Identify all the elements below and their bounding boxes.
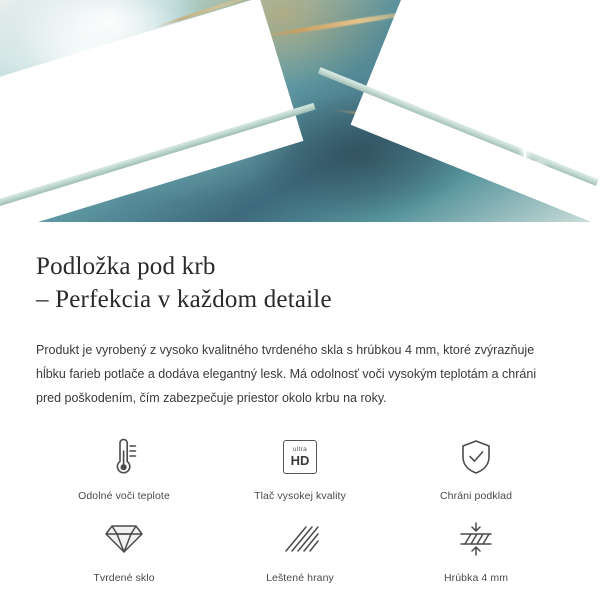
feature-print-quality: [212, 436, 388, 502]
content-section: [0, 250, 600, 584]
feature-label: Leštené hrany: [266, 572, 334, 584]
polished-edges-icon: [280, 518, 320, 560]
feature-polished-edges: [212, 518, 388, 584]
ultra-hd-icon: [283, 436, 317, 478]
feature-grid: [36, 436, 564, 584]
feature-label: Tlač vysokej kvality: [254, 490, 346, 502]
feature-label: Odolné voči teplote: [78, 490, 170, 502]
feature-label: Hrúbka 4 mm: [443, 572, 509, 584]
feature-label: Tvrdené sklo: [93, 572, 155, 584]
feature-label: Chráni podklad: [439, 490, 513, 502]
ultra-text: ultra: [292, 445, 308, 453]
thickness-arrows-icon: [456, 518, 496, 560]
diamond-icon: [104, 518, 144, 560]
feature-tempered-glass: [36, 518, 212, 584]
feature-surface-protect: [388, 436, 564, 502]
feature-thickness: [388, 518, 564, 584]
hero-image: [0, 0, 600, 222]
title-line-2: – Perfekcia v každom detaile: [36, 286, 332, 313]
product-description: Produkt je vyrobený z vysoko kvalitného tvrdeného skla s hrúbkou 4 mm, ktoré zvýrazňuje hĺbku farieb potlače a dodáva elegantný lesk. Má odolnosť voči vysokým teplotám a chráni pred poškodením, čím zabezpečuje priestor okolo krbu na roky.: [36, 343, 537, 405]
page-title: [36, 250, 564, 316]
title-line-1: Podložka pod krb: [36, 253, 216, 280]
hd-text: HD: [290, 453, 310, 469]
thermometer-icon: [107, 436, 141, 478]
feature-heat-resistance: [36, 436, 212, 502]
shield-check-icon: [458, 436, 494, 478]
